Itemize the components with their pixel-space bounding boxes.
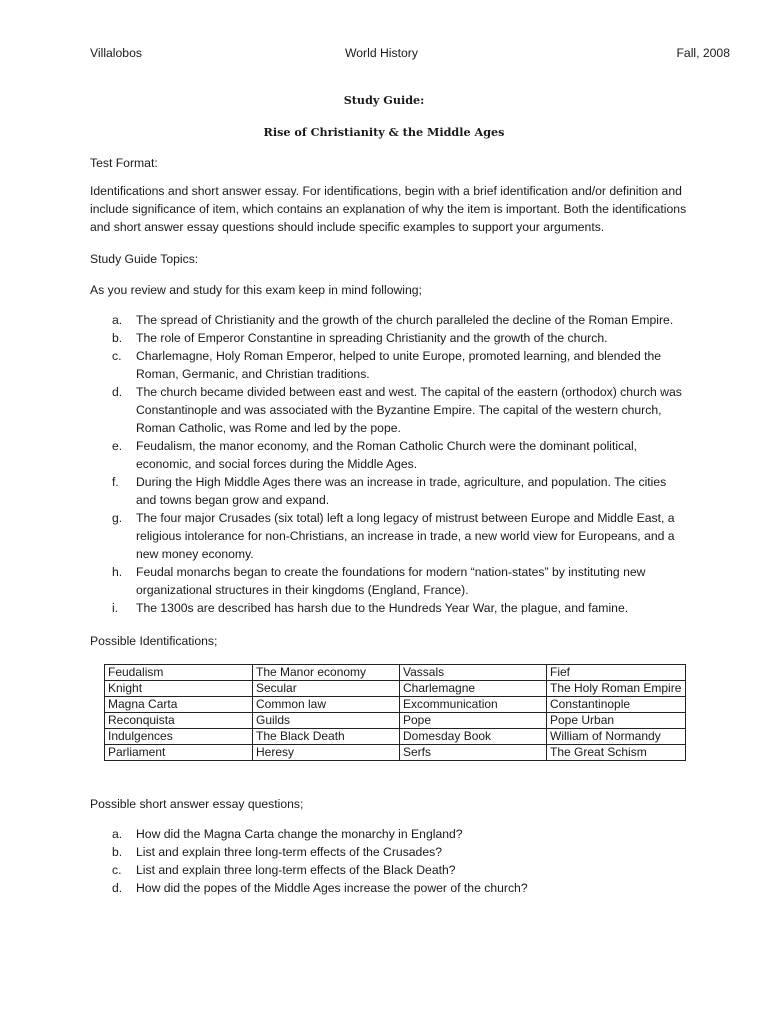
table-cell: William of Normandy	[547, 729, 686, 745]
table-row	[105, 713, 686, 729]
essays-item-text: List and explain three long-term effects of the Crusades?	[136, 845, 442, 859]
table-cell: Vassals	[400, 665, 547, 681]
essays-item	[112, 879, 682, 897]
essays-list	[112, 825, 682, 897]
topics-item	[112, 599, 682, 617]
topics-item-text: Feudalism, the manor economy, and the Roman Catholic Church were the dominant political, economic, and social forces during the Middle Ages.	[136, 439, 638, 471]
table-cell: Pope Urban	[547, 713, 686, 729]
topics-item-text: The 1300s are described has harsh due to the Hundreds Year War, the plague, and famine.	[136, 601, 629, 615]
topics-item-marker: h.	[112, 565, 123, 579]
table-cell: Parliament	[105, 745, 253, 761]
table-cell: Feudalism	[105, 665, 253, 681]
table-cell: The Holy Roman Empire	[547, 681, 686, 697]
topics-item-marker: d.	[112, 385, 123, 399]
table-row	[105, 665, 686, 681]
table-cell: Reconquista	[105, 713, 253, 729]
table-cell: Heresy	[253, 745, 400, 761]
test-format-body: Identifications and short answer essay. For identifications, begin with a brief identification and/or definition and include significance of item, which contains an explanation of why the item is important. Both the identifications and short answer essay questions should include specific examples to support your arguments.	[90, 184, 687, 234]
topics-item	[112, 563, 682, 599]
table-cell: Secular	[253, 681, 400, 697]
topics-item-text: The church became divided between east and west. The capital of the eastern (orthodox) church was Constantinople and was associated with the Byzantine Empire. The capital of the western church, Roman Catholic, was Rome and led by the pope.	[136, 385, 682, 435]
topics-item-text: Feudal monarchs began to create the foundations for modern “nation-states” by instituting new organizational structures in their kingdoms (England, France).	[136, 565, 646, 597]
table-row	[105, 745, 686, 761]
essays-item-marker: a.	[112, 827, 123, 841]
table-cell: The Black Death	[253, 729, 400, 745]
essays-item-text: How did the Magna Carta change the monarchy in England?	[136, 827, 463, 841]
identifications-heading: Possible Identifications;	[90, 634, 218, 648]
table-cell: The Great Schism	[547, 745, 686, 761]
table-cell: Domesday Book	[400, 729, 547, 745]
essays-heading: Possible short answer essay questions;	[90, 797, 304, 811]
essays-item	[112, 843, 682, 861]
table-cell: Pope	[400, 713, 547, 729]
table-cell: Constantinople	[547, 697, 686, 713]
topics-item-text: Charlemagne, Holy Roman Emperor, helped to unite Europe, promoted learning, and blended the Roman, Germanic, and Christian traditions.	[136, 349, 662, 381]
table-cell: The Manor economy	[253, 665, 400, 681]
table-row	[105, 729, 686, 745]
identifications-table	[104, 664, 686, 761]
table-cell: Common law	[253, 697, 400, 713]
essays-item-marker: c.	[112, 863, 122, 877]
table-cell: Fief	[547, 665, 686, 681]
header-course: World History	[345, 46, 418, 60]
topics-item-marker: i.	[112, 601, 119, 615]
topics-item-marker: b.	[112, 331, 123, 345]
topics-item-marker: g.	[112, 511, 123, 525]
table-cell: Indulgences	[105, 729, 253, 745]
table-row	[105, 681, 686, 697]
topics-item	[112, 311, 682, 329]
topics-item-text: The role of Emperor Constantine in spreading Christianity and the growth of the church.	[136, 331, 608, 345]
table-cell: Magna Carta	[105, 697, 253, 713]
test-format-heading: Test Format:	[90, 156, 158, 170]
document-title: Study Guide:	[343, 93, 425, 107]
header-term: Fall, 2008	[676, 46, 730, 60]
essays-item-text: How did the popes of the Middle Ages increase the power of the church?	[136, 881, 528, 895]
topics-item	[112, 329, 682, 347]
topics-item-text: The four major Crusades (six total) left a long legacy of mistrust between Europe and Middle East, a religious intolerance for non-Christians, an increase in trade, a new world view for Europeans, and a new money economy.	[136, 511, 675, 561]
topics-item	[112, 347, 682, 383]
topics-item	[112, 437, 682, 473]
topics-item	[112, 509, 682, 563]
essays-item-text: List and explain three long-term effects of the Black Death?	[136, 863, 456, 877]
topics-item-marker: e.	[112, 439, 123, 453]
essays-item	[112, 861, 682, 879]
document-subtitle: Rise of Christianity & the Middle Ages	[263, 125, 505, 139]
table-cell: Serfs	[400, 745, 547, 761]
table-row	[105, 697, 686, 713]
topics-item	[112, 473, 682, 509]
topics-intro: As you review and study for this exam keep in mind following;	[90, 283, 422, 297]
header-author: Villalobos	[90, 46, 142, 60]
table-cell: Guilds	[253, 713, 400, 729]
topics-list	[112, 311, 682, 617]
table-cell: Charlemagne	[400, 681, 547, 697]
essays-item-marker: b.	[112, 845, 123, 859]
essays-item-marker: d.	[112, 881, 123, 895]
topics-item-marker: a.	[112, 313, 123, 327]
essays-item	[112, 825, 682, 843]
table-cell: Excommunication	[400, 697, 547, 713]
topics-item	[112, 383, 682, 437]
topics-item-marker: f.	[112, 475, 119, 489]
page-header	[90, 46, 730, 64]
table-cell: Knight	[105, 681, 253, 697]
topics-item-text: The spread of Christianity and the growth of the church paralleled the decline of the Roman Empire.	[136, 313, 674, 327]
topics-heading: Study Guide Topics:	[90, 252, 199, 266]
topics-item-text: During the High Middle Ages there was an increase in trade, agriculture, and population. The cities and towns began grow and expand.	[136, 475, 667, 507]
topics-item-marker: c.	[112, 349, 122, 363]
